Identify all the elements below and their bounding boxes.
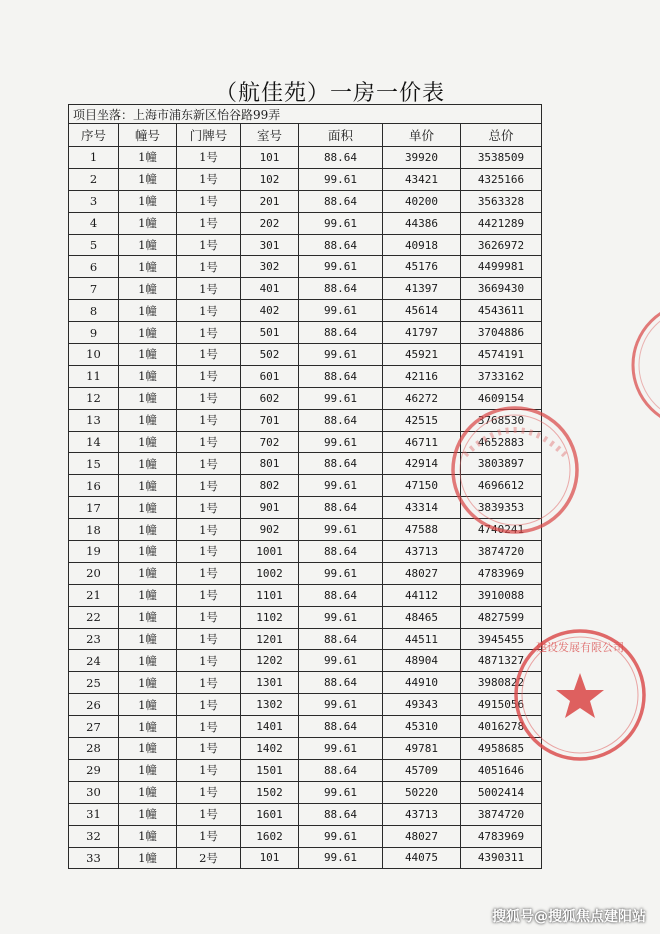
- cell-gate: 1号: [177, 541, 241, 563]
- cell-unit-price: 48027: [383, 562, 461, 584]
- document-title: （航佳苑）一房一价表: [214, 81, 445, 106]
- cell-area: 99.61: [299, 562, 383, 584]
- cell-area: 88.64: [299, 322, 383, 344]
- cell-total-price: 4827599: [461, 606, 542, 628]
- cell-area: 88.64: [299, 147, 383, 169]
- cell-unit-price: 49781: [383, 738, 461, 760]
- cell-area: 88.64: [299, 365, 383, 387]
- cell-room: 802: [241, 475, 299, 497]
- cell-building: 1幢: [119, 847, 177, 869]
- cell-area: 99.61: [299, 650, 383, 672]
- cell-seq: 8: [69, 300, 119, 322]
- cell-seq: 9: [69, 322, 119, 344]
- col-header-building: 幢号: [119, 124, 177, 147]
- cell-room: 201: [241, 190, 299, 212]
- cell-area: 88.64: [299, 497, 383, 519]
- cell-gate: 1号: [177, 584, 241, 606]
- cell-room: 601: [241, 365, 299, 387]
- table-row: [69, 584, 542, 606]
- cell-room: 402: [241, 300, 299, 322]
- cell-room: 801: [241, 453, 299, 475]
- table-row: [69, 278, 542, 300]
- cell-building: 1幢: [119, 322, 177, 344]
- cell-area: 99.61: [299, 519, 383, 541]
- table-row: [69, 738, 542, 760]
- cell-room: 1601: [241, 803, 299, 825]
- cell-unit-price: 50220: [383, 781, 461, 803]
- cell-room: 501: [241, 322, 299, 344]
- cell-seq: 7: [69, 278, 119, 300]
- cell-building: 1幢: [119, 365, 177, 387]
- price-table: [68, 104, 542, 869]
- cell-building: 1幢: [119, 168, 177, 190]
- cell-room: 602: [241, 387, 299, 409]
- cell-area: 99.61: [299, 168, 383, 190]
- cell-area: 99.61: [299, 431, 383, 453]
- cell-seq: 6: [69, 256, 119, 278]
- table-row: [69, 212, 542, 234]
- cell-room: 701: [241, 409, 299, 431]
- cell-gate: 1号: [177, 168, 241, 190]
- cell-building: 1幢: [119, 781, 177, 803]
- col-header-gate: 门牌号: [177, 124, 241, 147]
- cell-unit-price: 47588: [383, 519, 461, 541]
- cell-seq: 5: [69, 234, 119, 256]
- cell-area: 99.61: [299, 475, 383, 497]
- table-row: [69, 541, 542, 563]
- cell-total-price: 4390311: [461, 847, 542, 869]
- cell-unit-price: 40918: [383, 234, 461, 256]
- cell-seq: 12: [69, 387, 119, 409]
- table-row: [69, 431, 542, 453]
- cell-building: 1幢: [119, 759, 177, 781]
- cell-area: 88.64: [299, 803, 383, 825]
- cell-room: 1202: [241, 650, 299, 672]
- cell-unit-price: 44910: [383, 672, 461, 694]
- cell-room: 1502: [241, 781, 299, 803]
- cell-room: 902: [241, 519, 299, 541]
- cell-seq: 21: [69, 584, 119, 606]
- cell-seq: 31: [69, 803, 119, 825]
- cell-gate: 1号: [177, 431, 241, 453]
- cell-area: 99.61: [299, 606, 383, 628]
- cell-total-price: 3563328: [461, 190, 542, 212]
- cell-total-price: 3626972: [461, 234, 542, 256]
- cell-unit-price: 40200: [383, 190, 461, 212]
- cell-gate: 1号: [177, 234, 241, 256]
- cell-unit-price: 49343: [383, 694, 461, 716]
- cell-room: 901: [241, 497, 299, 519]
- cell-seq: 26: [69, 694, 119, 716]
- cell-total-price: 3980822: [461, 672, 542, 694]
- cell-area: 99.61: [299, 738, 383, 760]
- table-row: [69, 781, 542, 803]
- cell-seq: 14: [69, 431, 119, 453]
- cell-seq: 11: [69, 365, 119, 387]
- table-row: [69, 694, 542, 716]
- cell-unit-price: 43421: [383, 168, 461, 190]
- cell-unit-price: 43314: [383, 497, 461, 519]
- col-header-room: 室号: [241, 124, 299, 147]
- company-seal-partial: [620, 300, 660, 430]
- cell-area: 88.64: [299, 584, 383, 606]
- cell-building: 1幢: [119, 497, 177, 519]
- cell-gate: 1号: [177, 300, 241, 322]
- cell-unit-price: 41397: [383, 278, 461, 300]
- cell-gate: 1号: [177, 650, 241, 672]
- table-row: [69, 562, 542, 584]
- cell-area: 99.61: [299, 212, 383, 234]
- cell-room: 1101: [241, 584, 299, 606]
- cell-unit-price: 42914: [383, 453, 461, 475]
- cell-total-price: 4499981: [461, 256, 542, 278]
- table-row: [69, 825, 542, 847]
- table-row: [69, 256, 542, 278]
- cell-gate: 1号: [177, 628, 241, 650]
- cell-unit-price: 44386: [383, 212, 461, 234]
- cell-room: 1401: [241, 716, 299, 738]
- cell-building: 1幢: [119, 672, 177, 694]
- cell-total-price: 3768530: [461, 409, 542, 431]
- cell-gate: 1号: [177, 322, 241, 344]
- cell-total-price: 4051646: [461, 759, 542, 781]
- cell-area: 88.64: [299, 453, 383, 475]
- cell-room: 1602: [241, 825, 299, 847]
- cell-total-price: 4915056: [461, 694, 542, 716]
- cell-total-price: 4871327: [461, 650, 542, 672]
- cell-unit-price: 42515: [383, 409, 461, 431]
- cell-gate: 1号: [177, 387, 241, 409]
- cell-area: 99.61: [299, 344, 383, 366]
- cell-building: 1幢: [119, 562, 177, 584]
- cell-gate: 1号: [177, 475, 241, 497]
- cell-seq: 16: [69, 475, 119, 497]
- cell-seq: 4: [69, 212, 119, 234]
- cell-gate: 1号: [177, 803, 241, 825]
- cell-building: 1幢: [119, 147, 177, 169]
- cell-seq: 13: [69, 409, 119, 431]
- cell-room: 1302: [241, 694, 299, 716]
- cell-total-price: 4543611: [461, 300, 542, 322]
- cell-building: 1幢: [119, 738, 177, 760]
- cell-total-price: 3910088: [461, 584, 542, 606]
- cell-building: 1幢: [119, 300, 177, 322]
- cell-gate: 2号: [177, 847, 241, 869]
- cell-gate: 1号: [177, 606, 241, 628]
- cell-gate: 1号: [177, 256, 241, 278]
- cell-building: 1幢: [119, 409, 177, 431]
- cell-unit-price: 45614: [383, 300, 461, 322]
- cell-area: 88.64: [299, 278, 383, 300]
- cell-unit-price: 43713: [383, 803, 461, 825]
- cell-building: 1幢: [119, 212, 177, 234]
- table-row: [69, 387, 542, 409]
- cell-area: 88.64: [299, 759, 383, 781]
- cell-gate: 1号: [177, 519, 241, 541]
- table-row: [69, 519, 542, 541]
- cell-area: 99.61: [299, 694, 383, 716]
- cell-gate: 1号: [177, 365, 241, 387]
- table-row: [69, 716, 542, 738]
- cell-total-price: 4016278: [461, 716, 542, 738]
- cell-building: 1幢: [119, 606, 177, 628]
- table-row: [69, 300, 542, 322]
- table-row: [69, 672, 542, 694]
- cell-room: 202: [241, 212, 299, 234]
- cell-total-price: 3839353: [461, 497, 542, 519]
- cell-gate: 1号: [177, 190, 241, 212]
- watermark-text: 搜狐号@搜狐焦点建阳站: [492, 909, 646, 925]
- cell-area: 99.61: [299, 781, 383, 803]
- table-row: [69, 803, 542, 825]
- cell-total-price: 4574191: [461, 344, 542, 366]
- cell-unit-price: 45709: [383, 759, 461, 781]
- cell-building: 1幢: [119, 278, 177, 300]
- cell-room: 101: [241, 847, 299, 869]
- cell-area: 88.64: [299, 672, 383, 694]
- cell-building: 1幢: [119, 519, 177, 541]
- cell-seq: 22: [69, 606, 119, 628]
- cell-building: 1幢: [119, 387, 177, 409]
- cell-room: 301: [241, 234, 299, 256]
- cell-unit-price: 46272: [383, 387, 461, 409]
- cell-room: 1301: [241, 672, 299, 694]
- cell-building: 1幢: [119, 234, 177, 256]
- cell-room: 1102: [241, 606, 299, 628]
- cell-area: 88.64: [299, 234, 383, 256]
- cell-building: 1幢: [119, 190, 177, 212]
- cell-gate: 1号: [177, 409, 241, 431]
- cell-seq: 29: [69, 759, 119, 781]
- table-row: [69, 147, 542, 169]
- location-cell: [69, 105, 542, 124]
- cell-gate: 1号: [177, 738, 241, 760]
- cell-gate: 1号: [177, 453, 241, 475]
- cell-unit-price: 39920: [383, 147, 461, 169]
- cell-unit-price: 48027: [383, 825, 461, 847]
- cell-seq: 33: [69, 847, 119, 869]
- cell-gate: 1号: [177, 147, 241, 169]
- cell-room: 702: [241, 431, 299, 453]
- cell-seq: 19: [69, 541, 119, 563]
- location-value: 上海市浦东新区怡谷路99弄: [133, 107, 281, 122]
- cell-building: 1幢: [119, 344, 177, 366]
- cell-total-price: 4696612: [461, 475, 542, 497]
- cell-seq: 15: [69, 453, 119, 475]
- cell-total-price: 3874720: [461, 541, 542, 563]
- table-row: [69, 409, 542, 431]
- cell-unit-price: 44511: [383, 628, 461, 650]
- cell-total-price: 4652883: [461, 431, 542, 453]
- cell-seq: 30: [69, 781, 119, 803]
- cell-unit-price: 45176: [383, 256, 461, 278]
- cell-area: 88.64: [299, 716, 383, 738]
- cell-gate: 1号: [177, 278, 241, 300]
- cell-gate: 1号: [177, 562, 241, 584]
- cell-building: 1幢: [119, 256, 177, 278]
- cell-total-price: 3803897: [461, 453, 542, 475]
- cell-seq: 20: [69, 562, 119, 584]
- cell-room: 102: [241, 168, 299, 190]
- table-row: [69, 234, 542, 256]
- cell-seq: 28: [69, 738, 119, 760]
- table-row: [69, 322, 542, 344]
- cell-seq: 3: [69, 190, 119, 212]
- col-header-seq: 序号: [69, 124, 119, 147]
- cell-room: 302: [241, 256, 299, 278]
- cell-unit-price: 44075: [383, 847, 461, 869]
- cell-gate: 1号: [177, 497, 241, 519]
- cell-seq: 27: [69, 716, 119, 738]
- cell-area: 99.61: [299, 300, 383, 322]
- cell-total-price: 4783969: [461, 825, 542, 847]
- cell-room: 1001: [241, 541, 299, 563]
- cell-gate: 1号: [177, 672, 241, 694]
- cell-area: 99.61: [299, 847, 383, 869]
- table-row: [69, 650, 542, 672]
- table-row: [69, 365, 542, 387]
- cell-seq: 1: [69, 147, 119, 169]
- location-row: [69, 105, 542, 124]
- cell-total-price: 3874720: [461, 803, 542, 825]
- cell-gate: 1号: [177, 212, 241, 234]
- col-header-area: 面积: [299, 124, 383, 147]
- cell-unit-price: 46711: [383, 431, 461, 453]
- cell-unit-price: 41797: [383, 322, 461, 344]
- table-row: [69, 168, 542, 190]
- table-row: [69, 497, 542, 519]
- cell-unit-price: 48904: [383, 650, 461, 672]
- cell-seq: 18: [69, 519, 119, 541]
- cell-area: 88.64: [299, 541, 383, 563]
- cell-building: 1幢: [119, 825, 177, 847]
- cell-building: 1幢: [119, 716, 177, 738]
- cell-building: 1幢: [119, 650, 177, 672]
- cell-total-price: 3945455: [461, 628, 542, 650]
- cell-gate: 1号: [177, 344, 241, 366]
- table-row: [69, 606, 542, 628]
- cell-room: 401: [241, 278, 299, 300]
- table-row: [69, 453, 542, 475]
- cell-building: 1幢: [119, 694, 177, 716]
- col-header-unit-price: 单价: [383, 124, 461, 147]
- header-row: [69, 124, 542, 147]
- cell-unit-price: 48465: [383, 606, 461, 628]
- cell-area: 99.61: [299, 825, 383, 847]
- cell-gate: 1号: [177, 825, 241, 847]
- cell-area: 88.64: [299, 190, 383, 212]
- cell-room: 502: [241, 344, 299, 366]
- table-row: [69, 759, 542, 781]
- cell-seq: 23: [69, 628, 119, 650]
- cell-seq: 24: [69, 650, 119, 672]
- table-row: [69, 344, 542, 366]
- cell-building: 1幢: [119, 628, 177, 650]
- cell-total-price: 3669430: [461, 278, 542, 300]
- cell-total-price: 4958685: [461, 738, 542, 760]
- cell-area: 88.64: [299, 409, 383, 431]
- location-label: 项目坐落：: [73, 107, 134, 122]
- cell-seq: 17: [69, 497, 119, 519]
- cell-gate: 1号: [177, 694, 241, 716]
- cell-area: 99.61: [299, 387, 383, 409]
- cell-unit-price: 43713: [383, 541, 461, 563]
- cell-total-price: 3733162: [461, 365, 542, 387]
- cell-total-price: 4609154: [461, 387, 542, 409]
- cell-building: 1幢: [119, 431, 177, 453]
- table-row: [69, 190, 542, 212]
- cell-gate: 1号: [177, 716, 241, 738]
- star-icon: [556, 673, 604, 718]
- cell-building: 1幢: [119, 453, 177, 475]
- cell-room: 1201: [241, 628, 299, 650]
- cell-building: 1幢: [119, 584, 177, 606]
- table-row: [69, 475, 542, 497]
- cell-gate: 1号: [177, 759, 241, 781]
- cell-building: 1幢: [119, 541, 177, 563]
- cell-total-price: 4325166: [461, 168, 542, 190]
- cell-unit-price: 44112: [383, 584, 461, 606]
- col-header-total-price: 总价: [461, 124, 542, 147]
- cell-total-price: 3704886: [461, 322, 542, 344]
- cell-area: 99.61: [299, 256, 383, 278]
- cell-room: 1002: [241, 562, 299, 584]
- cell-room: 1402: [241, 738, 299, 760]
- cell-room: 1501: [241, 759, 299, 781]
- cell-seq: 25: [69, 672, 119, 694]
- table-row: [69, 847, 542, 869]
- cell-seq: 10: [69, 344, 119, 366]
- cell-building: 1幢: [119, 475, 177, 497]
- cell-total-price: 4740241: [461, 519, 542, 541]
- cell-unit-price: 45921: [383, 344, 461, 366]
- cell-unit-price: 42116: [383, 365, 461, 387]
- cell-seq: 2: [69, 168, 119, 190]
- cell-total-price: 4421289: [461, 212, 542, 234]
- cell-total-price: 5002414: [461, 781, 542, 803]
- cell-unit-price: 45310: [383, 716, 461, 738]
- cell-total-price: 3538509: [461, 147, 542, 169]
- cell-building: 1幢: [119, 803, 177, 825]
- cell-area: 88.64: [299, 628, 383, 650]
- cell-gate: 1号: [177, 781, 241, 803]
- cell-total-price: 4783969: [461, 562, 542, 584]
- table-row: [69, 628, 542, 650]
- cell-unit-price: 47150: [383, 475, 461, 497]
- cell-seq: 32: [69, 825, 119, 847]
- seal-text: 建设发展有限公司: [536, 641, 624, 654]
- cell-room: 101: [241, 147, 299, 169]
